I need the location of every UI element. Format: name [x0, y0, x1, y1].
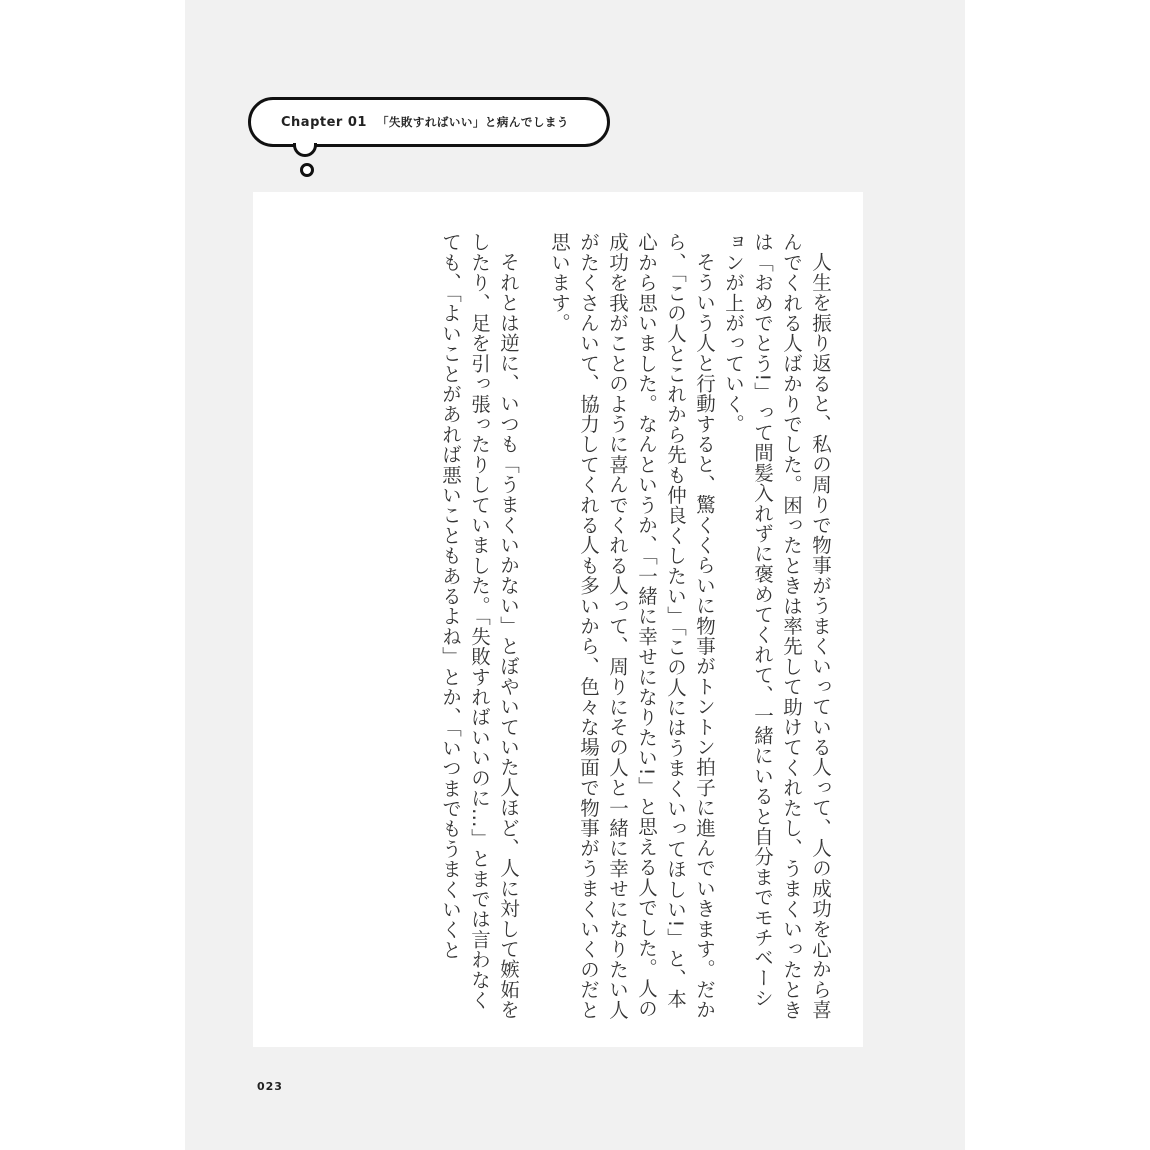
page-number: 023: [257, 1080, 283, 1093]
speech-bubble-tail: [293, 143, 317, 157]
paragraph-3: それとは逆に、いつも「うまくいかない」とぼやいていた人ほど、人に対して嫉妬をしたり、足を引っ張ったりしていました。「失敗すればいいのに…」とまでは言わなくても、「よいことがあれば悪いこともあるよね」とか、「いつまでもうまくいくと: [439, 232, 520, 1020]
chapter-title: 「失敗すればいい」と病んでしまう: [376, 115, 569, 129]
paragraph-2: そういう人と行動すると、驚くくらいに物事がトントン拍子に進んでいきます。だから、「この人とこれから先も仲良くしたい」「この人にはうまくいってほしい!」と、本心から思いました。なんというか、「一緒に幸せになりたい!」と思える人でした。人の成功を我がことのように喜んでくれる人って、周りにその人と一緒に幸せになりたい人がたくさんいて、協力してくれる人も多いから、色々な場面で物事がうまくいくのだと思います。: [548, 232, 716, 1020]
paragraph-1: 人生を振り返ると、私の周りで物事がうまくいっている人って、人の成功を心から喜んでくれる人ばかりでした。困ったときは率先して助けてくれたし、うまくいったときは「おめでとう!」って間髪入れずに褒めてくれて、一緒にいると自分までモチベーションが上がっていく。: [722, 232, 832, 1020]
body-text-panel: [253, 192, 863, 1047]
chapter-heading-bubble: [248, 97, 610, 147]
chapter-label: Chapter 01: [281, 114, 367, 130]
book-page: [185, 0, 965, 1150]
speech-bubble-dot: [300, 163, 314, 177]
vertical-body-text: [253, 192, 863, 1047]
